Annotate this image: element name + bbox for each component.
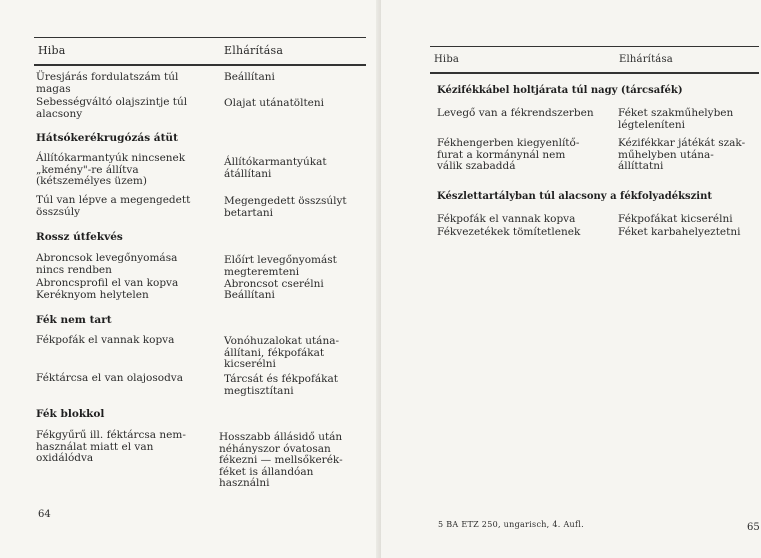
problem-text: Üresjárás fordulatszám túl magas [36,71,179,95]
problem-text: Sebességváltó olajszintje túl alacsony [36,96,188,120]
page-number: 65 [747,522,760,533]
fix-text: Kézifékkar játékát szak- műhelyben utána- állíttatni [618,137,746,172]
section-title: Hátsókerékrugózás átüt [36,132,178,144]
fix-text: Tárcsát és fékpofákat megtisztítani [224,373,338,397]
header-bottom-rule [34,64,366,66]
fix-text: Vonóhuzalokat utána- állítani, fékpofákat kicserélni [224,335,340,370]
fix-text: Fékpofákat kicserélni [618,213,733,225]
problem-text: Keréknyom helytelen [36,289,149,301]
fix-text: Állítókarmantyúkat átállítani [224,156,327,180]
problem-text: Levegő van a fékrendszerben [437,107,594,119]
section-title: Fék blokkol [36,408,105,420]
problem-text: Fékhengerben kiegyenlítő- furat a kormánynál nem válik szabaddá [437,137,580,172]
fix-text: Előírt levegőnyomást megteremteni [224,254,337,278]
problem-text: Túl van lépve a megengedett összsúly [36,194,191,218]
section-title: Kézifékkábel holtjárata túl nagy (tárcsafék) [437,85,683,96]
header-top-rule [34,37,366,38]
problem-text: Fékvezetékek tömítetlenek [437,226,581,238]
section-title: Rossz útfekvés [36,231,123,243]
header-bottom-rule [430,72,759,74]
section-title: Készlettartályban túl alacsony a fékfolyadékszint [437,191,712,202]
footer-imprint: 5 BA ETZ 250, ungarisch, 4. Aufl. [438,520,584,529]
fix-text: Megengedett összsúlyt betartani [224,195,347,219]
fix-text: Olajat utánatölteni [224,97,325,109]
fix-text: Abroncsot cserélni [224,278,324,290]
fix-text: Féket szakműhelyben légteleníteni [618,107,734,131]
right-page [381,0,761,558]
problem-text: Állítókarmantyúk nincsenek „kemény"-re állítva (kétszemélyes üzem) [36,152,186,187]
header-fix: Elhárítása [224,44,284,57]
fix-text: Beállítani [224,71,275,83]
fix-text: Hosszabb állásidő után néhányszor óvatosan fékezni — mellsőkerék- féket is állandóan használni [219,431,343,489]
header-problem: Hiba [434,54,460,65]
problem-text: Féktárcsa el van olajosodva [36,372,183,384]
header-top-rule [430,46,759,47]
fix-text: Beállítani [224,289,275,301]
page-number: 64 [38,509,51,520]
problem-text: Fékgyűrű ill. féktárcsa nem- használat miatt el van oxidálódva [36,429,186,464]
header-fix: Elhárítása [619,54,673,65]
problem-text: Abroncsprofil el van kopva [36,277,179,289]
problem-text: Fékpofák el vannak kopva [36,334,175,346]
problem-text: Abroncsok levegőnyomása nincs rendben [36,252,178,276]
fix-text: Féket karbahelyeztetni [618,226,741,238]
problem-text: Fékpofák el vannak kopva [437,213,576,225]
header-problem: Hiba [38,44,66,57]
section-title: Fék nem tart [36,314,112,326]
